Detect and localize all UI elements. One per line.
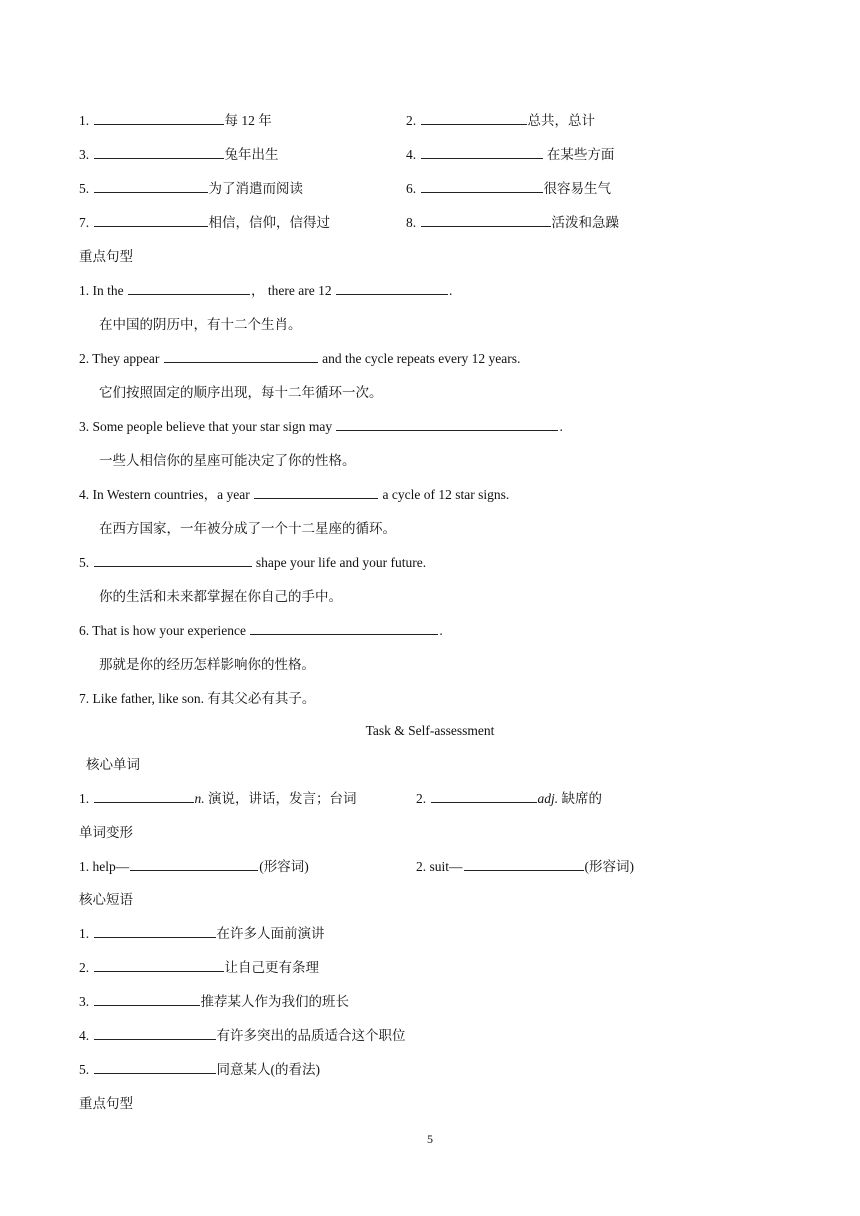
answer-blank[interactable] xyxy=(250,622,438,635)
word-form-1: 1. help— (形容词) xyxy=(79,859,309,874)
answer-blank[interactable] xyxy=(94,554,252,567)
answer-blank[interactable] xyxy=(94,790,194,803)
answer-blank[interactable] xyxy=(94,112,224,125)
vocab-item-6: 6. 很容易生气 xyxy=(406,181,611,196)
page-number: 5 xyxy=(427,1132,433,1146)
sentence-3: 3. Some people believe that your star sign may . xyxy=(79,419,563,434)
answer-blank[interactable] xyxy=(421,180,543,193)
vocab-item-3: 3. 兔年出生 xyxy=(79,147,279,162)
vocab-item-7: 7. 相信，信仰，信得过 xyxy=(79,215,330,230)
answer-blank[interactable] xyxy=(128,282,250,295)
heading-core-words: 核心单词 xyxy=(86,757,140,772)
vocab-item-8: 8. 活泼和急躁 xyxy=(406,215,619,230)
core-phrase-1: 1. 在许多人面前演讲 xyxy=(79,926,325,941)
answer-blank[interactable] xyxy=(464,858,584,871)
core-phrase-3: 3. 推荐某人作为我们的班长 xyxy=(79,994,349,1009)
answer-blank[interactable] xyxy=(94,1027,216,1040)
answer-blank[interactable] xyxy=(421,146,543,159)
answer-blank[interactable] xyxy=(94,146,224,159)
answer-blank[interactable] xyxy=(336,282,448,295)
heading-key-sentences: 重点句型 xyxy=(79,249,133,264)
heading-word-forms: 单词变形 xyxy=(79,825,133,840)
answer-blank[interactable] xyxy=(164,350,318,363)
sentence-4: 4. In Western countries，a year a cycle of 12 star signs. xyxy=(79,487,510,502)
vocab-item-1: 1. 每 12 年 xyxy=(79,113,272,128)
answer-blank[interactable] xyxy=(130,858,258,871)
answer-blank[interactable] xyxy=(421,112,527,125)
sentence-6: 6. That is how your experience . xyxy=(79,623,443,638)
answer-blank[interactable] xyxy=(94,1061,216,1074)
answer-blank[interactable] xyxy=(431,790,537,803)
sentence-6-translation: 那就是你的经历怎样影响你的性格。 xyxy=(99,657,315,672)
answer-blank[interactable] xyxy=(421,214,551,227)
core-word-2: 2. adj. 缺席的 xyxy=(416,791,603,806)
answer-blank[interactable] xyxy=(336,418,558,431)
sentence-2-translation: 它们按照固定的顺序出现，每十二年循环一次。 xyxy=(99,385,383,400)
sentence-1-translation: 在中国的阴历中，有十二个生肖。 xyxy=(99,317,302,332)
answer-blank[interactable] xyxy=(94,993,200,1006)
heading-core-phrases: 核心短语 xyxy=(79,892,133,907)
sentence-7: 7. Like father, like son. 有其父必有其子。 xyxy=(79,691,316,706)
sentence-1: 1. In the ， there are 12 . xyxy=(79,283,453,298)
core-phrase-2: 2. 让自己更有条理 xyxy=(79,960,319,975)
answer-blank[interactable] xyxy=(94,180,208,193)
answer-blank[interactable] xyxy=(94,925,216,938)
core-phrase-5: 5. 同意某人(的看法) xyxy=(79,1062,320,1077)
section-title: Task & Self-assessment xyxy=(365,723,495,738)
answer-blank[interactable] xyxy=(254,486,378,499)
core-phrase-4: 4. 有许多突出的品质适合这个职位 xyxy=(79,1028,406,1043)
vocab-item-2: 2. 总共，总计 xyxy=(406,113,595,128)
core-word-1: 1. n. 演说，讲话，发言；台词 xyxy=(79,791,357,806)
word-form-2: 2. suit— (形容词) xyxy=(416,859,635,874)
sentence-2: 2. They appear and the cycle repeats every 12 years. xyxy=(79,351,521,366)
vocab-item-5: 5. 为了消遣而阅读 xyxy=(79,181,303,196)
heading-key-sentences-2: 重点句型 xyxy=(79,1096,133,1111)
sentence-5: 5. shape your life and your future. xyxy=(79,555,427,570)
answer-blank[interactable] xyxy=(94,214,208,227)
sentence-4-translation: 在西方国家，一年被分成了一个十二星座的循环。 xyxy=(99,521,396,536)
answer-blank[interactable] xyxy=(94,959,224,972)
sentence-5-translation: 你的生活和未来都掌握在你自己的手中。 xyxy=(99,589,342,604)
vocab-item-4: 4. 在某些方面 xyxy=(406,147,615,162)
sentence-3-translation: 一些人相信你的星座可能决定了你的性格。 xyxy=(99,453,356,468)
